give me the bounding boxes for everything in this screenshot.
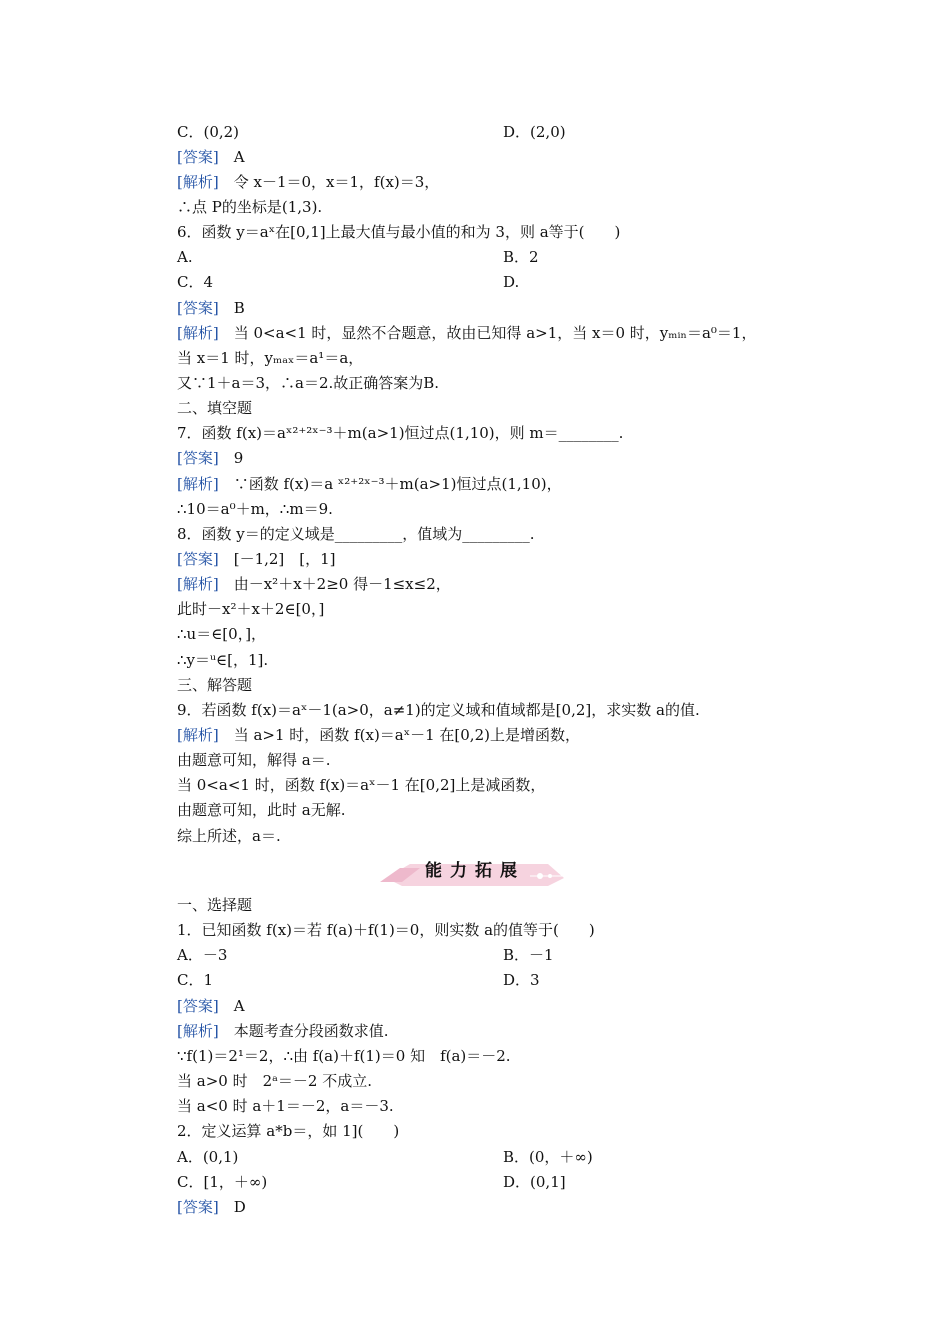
answer-text: B [218,299,245,317]
option-a: A. [177,248,193,266]
option-row [177,270,520,294]
text-line: 又∵1＋a＝3，∴a＝2.故正确答案为B. [177,374,440,392]
text-line: ∴u＝∈[0，]， [177,625,267,643]
question-8: 8．函数 y＝的定义域是_________，值域为_________. [177,525,535,543]
answer-text: A [218,997,245,1015]
section-heading: 二、填空题 [177,399,253,417]
answer-line [177,296,245,320]
option-row [177,120,566,144]
analysis-text: 当 a>1 时，函数 f(x)＝aˣ－1 在[0,2)上是增函数， [218,726,580,744]
text-line: 当 a>0 时 2ᵃ＝－2 不成立. [177,1072,373,1090]
question-7: 7．函数 f(x)＝aˣ²⁺²ˣ⁻³＋m(a>1)恒过点(1,10)，则 m＝________. [177,424,624,442]
answer-tag: [答案] [177,1198,219,1216]
option-row [177,245,539,269]
text-line: 由题意可知，此时 a无解. [177,801,346,819]
text-line: 当 0<a<1 时，函数 f(x)＝aˣ－1 在[0,2]上是减函数， [177,776,546,794]
text-line: 当 x＝1 时，yₘₐₓ＝a¹＝a， [177,349,364,367]
answer-text: A [218,148,245,166]
answer-text: 9 [218,449,244,467]
section-heading: 三、解答题 [177,676,253,694]
analysis-text: 由－x²＋x＋2≥0 得－1≤x≤2， [218,575,451,593]
analysis-line [177,1019,389,1043]
option-row [177,943,554,967]
option-c: C．1 [177,971,214,989]
question-6: 6．函数 y＝aˣ在[0,1]上最大值与最小值的和为 3，则 a等于( ) [177,223,621,241]
analysis-line [177,472,562,496]
text-line: ∵f(1)＝2¹＝2，∴由 f(a)＋f(1)＝0 知 f(a)＝－2. [177,1047,511,1065]
text-line: 由题意可知，解得 a＝. [177,751,331,769]
analysis-tag: [解析] [177,726,219,744]
answer-line [177,994,245,1018]
option-row [177,1145,593,1169]
option-d: D．(2,0) [503,123,566,141]
question-1: 1．已知函数 f(x)＝若 f(a)＋f(1)＝0，则实数 a的值等于( ) [177,921,595,939]
analysis-line [177,723,580,747]
text-line: ∴y＝ᵘ∈[，1]. [177,651,269,669]
section-banner [380,856,570,888]
answer-line [177,145,245,169]
answer-tag: [答案] [177,299,219,317]
analysis-tag: [解析] [177,475,219,493]
answer-tag: [答案] [177,997,219,1015]
answer-tag: [答案] [177,449,219,467]
option-row [177,1170,566,1194]
answer-line [177,446,243,470]
option-a: A．(0,1) [177,1148,239,1166]
analysis-text: 本题考查分段函数求值. [218,1022,389,1040]
option-b: B．2 [503,248,539,266]
question-9: 9．若函数 f(x)＝aˣ－1(a>0，a≠1)的定义域和值域都是[0,2]，求实数 a的值. [177,701,700,719]
analysis-text: ∵函数 f(x)＝a ˣ²⁺²ˣ⁻³＋m(a>1)恒过点(1,10)， [218,475,562,493]
analysis-line [177,572,451,596]
text-line: ∴10＝a⁰＋m，∴m＝9. [177,500,333,518]
option-d: D．(0,1] [503,1173,566,1191]
option-c: C．(0,2) [177,123,240,141]
analysis-text: 当 0<a<1 时，显然不合题意，故由已知得 a>1，当 x＝0 时，yₘᵢₙ＝a⁰＝1， [218,324,757,342]
analysis-tag: [解析] [177,324,219,342]
option-b: B．(0，＋∞) [503,1148,593,1166]
answer-text: D [218,1198,246,1216]
text-line: 综上所述，a＝. [177,827,281,845]
answer-text: [－1,2] [，1] [218,550,336,568]
banner-title: 能力拓展 [425,861,525,881]
text-line: ∴点 P的坐标是(1,3). [177,198,323,216]
analysis-tag: [解析] [177,575,219,593]
analysis-tag: [解析] [177,173,219,191]
analysis-line [177,170,439,194]
option-row [177,968,540,992]
text-line: 当 a<0 时 a＋1＝－2，a＝－3. [177,1097,394,1115]
answer-tag: [答案] [177,148,219,166]
option-b: B．－1 [503,946,554,964]
answer-tag: [答案] [177,550,219,568]
section-heading: 一、选择题 [177,896,253,914]
analysis-line [177,321,756,345]
option-c: C．[1，＋∞) [177,1173,268,1191]
question-2: 2．定义运算 a*b＝，如 1]( ) [177,1122,400,1140]
answer-line [177,547,336,571]
text-line: 此时－x²＋x＋2∈[0，] [177,600,325,618]
analysis-tag: [解析] [177,1022,219,1040]
answer-line [177,1195,246,1219]
option-c: C．4 [177,273,214,291]
option-d: D. [503,273,520,291]
option-d: D．3 [503,971,540,989]
option-a: A．－3 [177,946,228,964]
analysis-text: 令 x－1＝0，x＝1，f(x)＝3， [218,173,440,191]
